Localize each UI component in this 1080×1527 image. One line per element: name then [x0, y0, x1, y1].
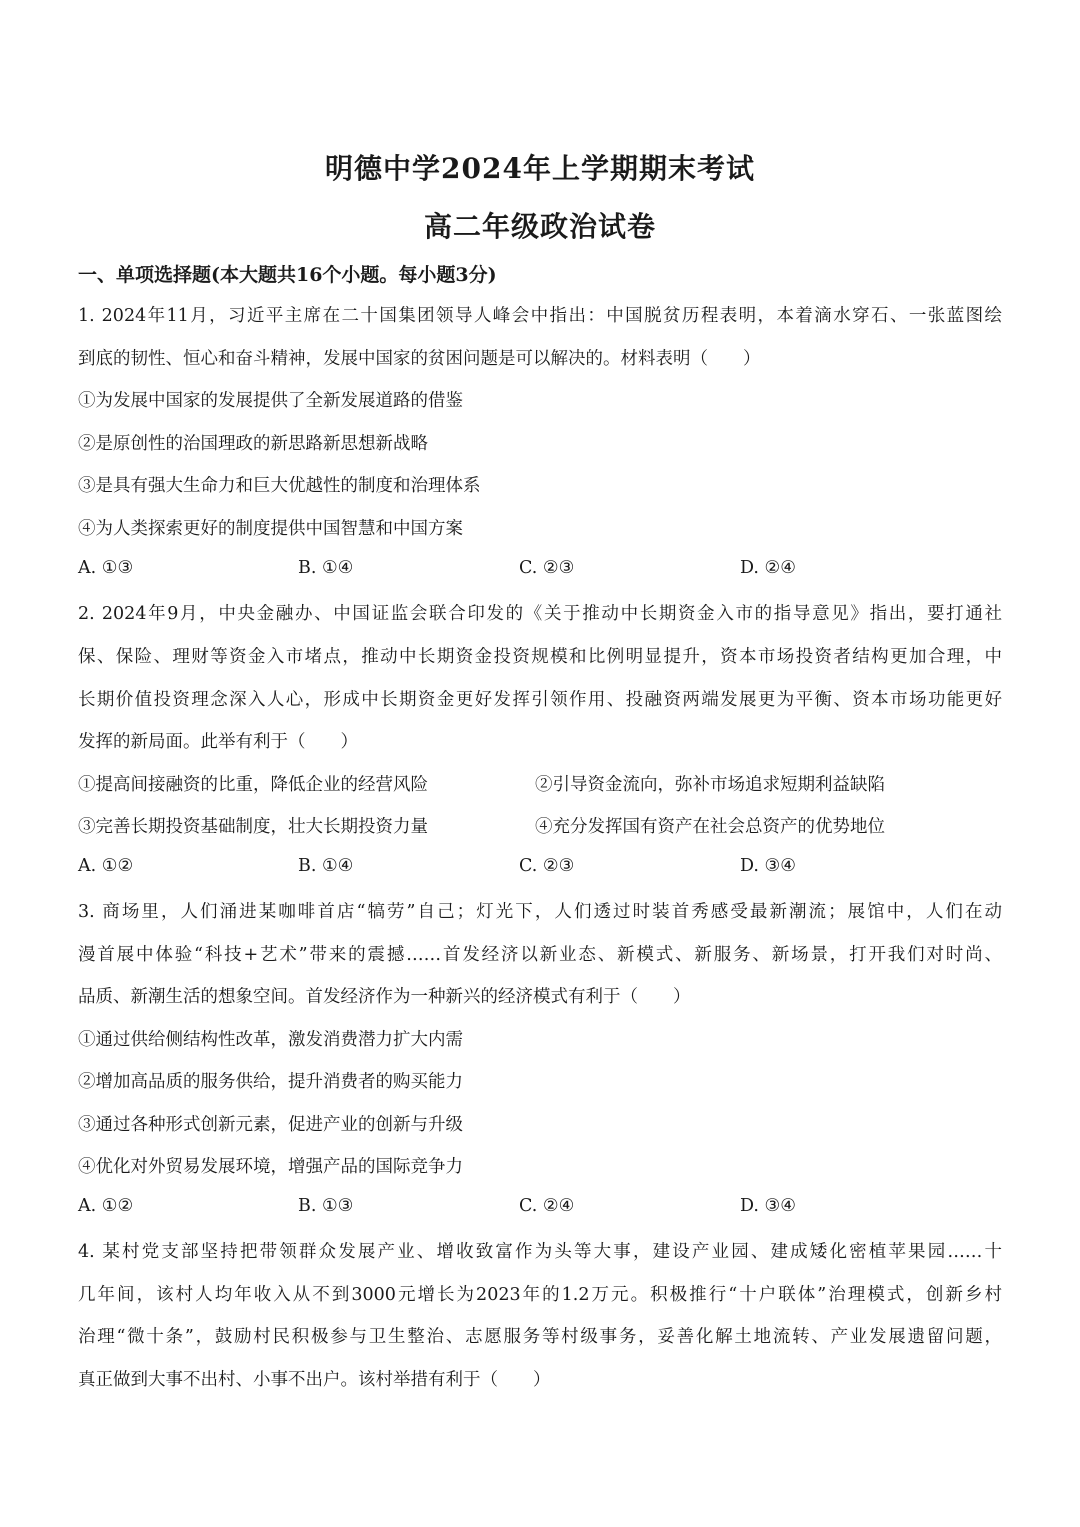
- statement-item: ③完善长期投资基础制度，壮大长期投资力量: [78, 817, 428, 837]
- statement-item: ①提高间接融资的比重，降低企业的经营风险: [78, 775, 428, 795]
- option-b: B. ①④: [298, 856, 354, 876]
- question-stem-line: 治理“微十条”，鼓励村民积极参与卫生整治、志愿服务等村级事务，妥善化解土地流转、产业发展遗留问题，: [78, 1327, 1002, 1347]
- statement-item: ③通过各种形式创新元素，促进产业的创新与升级: [78, 1115, 463, 1135]
- question-stem-line: 保、保险、理财等资金入市堵点，推动中长期资金投资规模和比例明显提升，资本市场投资者结构更加合理，中: [78, 647, 1002, 667]
- option-a: A. ①②: [78, 1196, 134, 1216]
- option-d: D. ③④: [740, 1196, 796, 1216]
- option-c: C. ②③: [519, 558, 575, 578]
- option-b: B. ①④: [298, 558, 354, 578]
- question-stem-line: 2. 2024年9月，中央金融办、中国证监会联合印发的《关于推动中长期资金入市的指导意见》指出，要打通社: [78, 604, 1002, 624]
- statement-item: ①为发展中国家的发展提供了全新发展道路的借鉴: [78, 391, 463, 411]
- statement-item: ②是原创性的治国理政的新思路新思想新战略: [78, 434, 428, 454]
- section-heading: 一、单项选择题(本大题共16个小题。每小题3分): [78, 264, 497, 286]
- option-d: D. ③④: [740, 856, 796, 876]
- option-c: C. ②④: [519, 1196, 575, 1216]
- question-stem-line: 4. 某村党支部坚持把带领群众发展产业、增收致富作为头等大事，建设产业园、建成矮化密植苹果园……十: [78, 1242, 1002, 1262]
- exam-title: 明德中学2024年上学期期末考试: [325, 152, 755, 185]
- statement-item: ①通过供给侧结构性改革，激发消费潜力扩大内需: [78, 1030, 463, 1050]
- question-stem-line: 到底的韧性、恒心和奋斗精神，发展中国家的贫困问题是可以解决的。材料表明（ ）: [78, 349, 761, 369]
- question-stem-line: 真正做到大事不出村、小事不出户。该村举措有利于（ ）: [78, 1370, 551, 1390]
- question-stem-line: 几年间，该村人均年收入从不到3000元增长为2023年的1.2万元。积极推行“十户联体”治理模式，创新乡村: [78, 1285, 1002, 1305]
- option-d: D. ②④: [740, 558, 796, 578]
- exam-subtitle: 高二年级政治试卷: [423, 210, 656, 243]
- question-stem-line: 3. 商场里，人们涌进某咖啡首店“犒劳”自己；灯光下，人们透过时装首秀感受最新潮流；展馆中，人们在动: [78, 902, 1002, 922]
- question-stem-line: 长期价值投资理念深入人心，形成中长期资金更好发挥引领作用、投融资两端发展更为平衡、资本市场功能更好: [78, 690, 1002, 710]
- question-stem-line: 品质、新潮生活的想象空间。首发经济作为一种新兴的经济模式有利于（ ）: [78, 987, 691, 1007]
- option-a: A. ①③: [78, 558, 134, 578]
- statement-item: ④充分发挥国有资产在社会总资产的优势地位: [535, 817, 885, 837]
- statement-item: ③是具有强大生命力和巨大优越性的制度和治理体系: [78, 476, 481, 496]
- statement-item: ④为人类探索更好的制度提供中国智慧和中国方案: [78, 519, 463, 539]
- statement-item: ②引导资金流向，弥补市场追求短期利益缺陷: [535, 775, 885, 795]
- statement-item: ④优化对外贸易发展环境，增强产品的国际竞争力: [78, 1157, 463, 1177]
- question-stem-line: 发挥的新局面。此举有利于（ ）: [78, 732, 358, 752]
- statement-item: ②增加高品质的服务供给，提升消费者的购买能力: [78, 1072, 463, 1092]
- option-a: A. ①②: [78, 856, 134, 876]
- option-b: B. ①③: [298, 1196, 354, 1216]
- option-c: C. ②③: [519, 856, 575, 876]
- question-stem-line: 漫首展中体验“科技+艺术”带来的震撼……首发经济以新业态、新模式、新服务、新场景，打开我们对时尚、: [78, 945, 1002, 965]
- question-stem-line: 1. 2024年11月，习近平主席在二十国集团领导人峰会中指出：中国脱贫历程表明，本着滴水穿石、一张蓝图绘: [78, 306, 1002, 326]
